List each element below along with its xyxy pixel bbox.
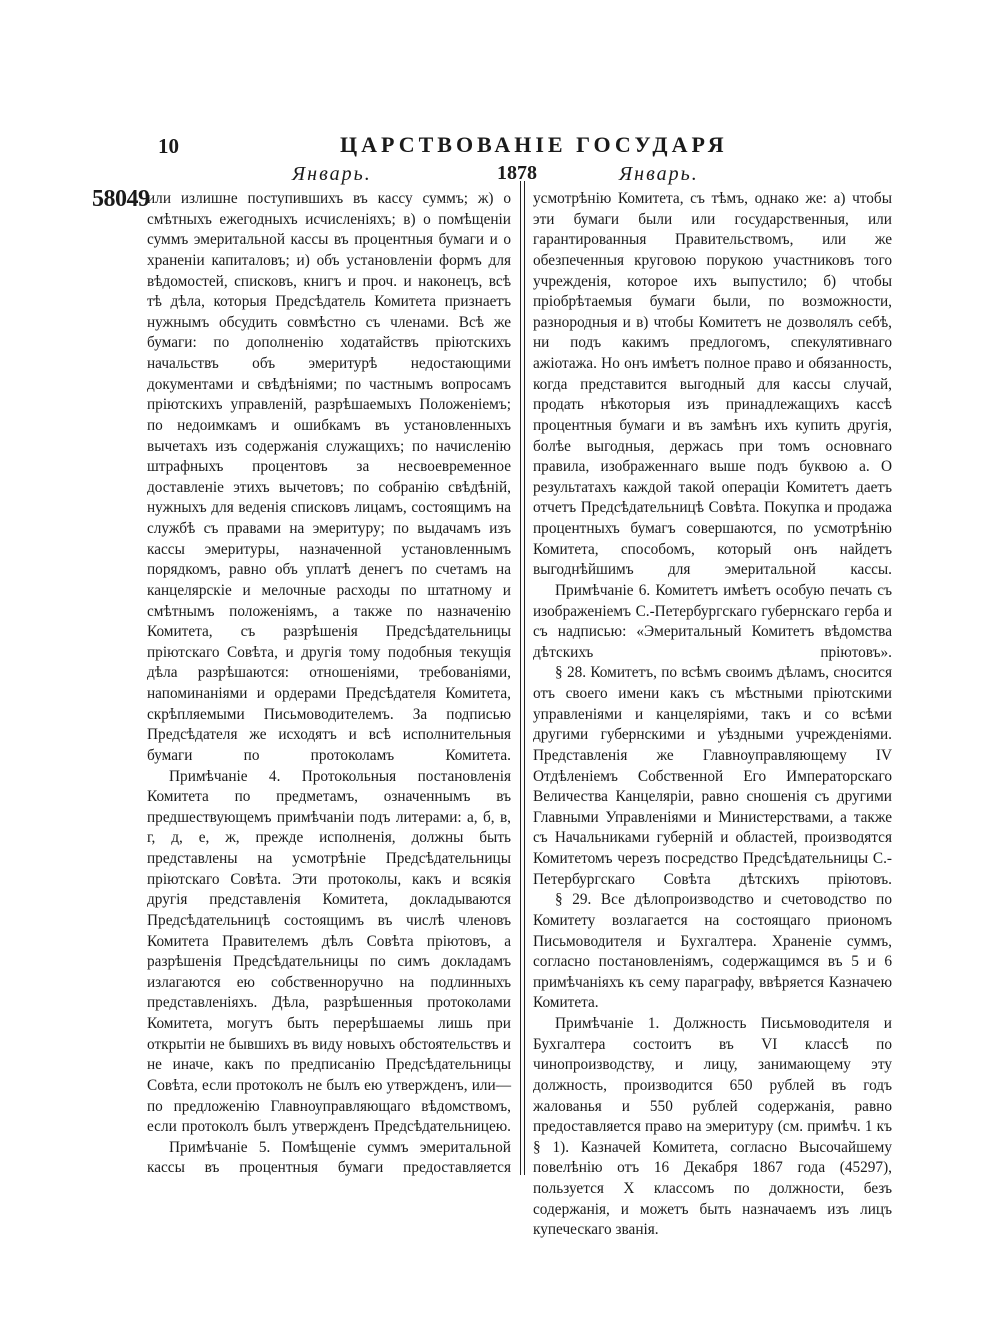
page-number: 10	[158, 134, 179, 158]
left-note-5: Примѣчаніе 5. Помѣщеніе суммъ эмеритальной кассы въ процентныя бумаги предоставляется	[147, 1138, 511, 1177]
column-divider	[520, 181, 525, 1175]
running-title: ЦАРСТВОВАНІЕ ГОСУДАРЯ	[340, 132, 728, 157]
right-paragraph-1: усмотрѣнію Комитета, съ тѣмъ, однако же: а) чтобы эти бумаги были или государственныя, или гарантированныя Правительствомъ, или же обезпеченныя круговою порукою участниковъ того учрежденія, которое ихъ выпустило; б) чтобы пріобрѣтаемыя бумаги были, по возможности, разнородныя и в) чтобы Комитетъ не дозволялъ себѣ, ни подъ какимъ предлогомъ, спекулятивнаго ажіотажа. Но онъ имѣетъ полное право и обязанность, когда представится выгодный для кассы случай, продать нѣкоторыя изъ принадлежащихъ кассѣ процентныя бумаги и въ замѣнъ ихъ купить другія, болѣе выгодныя, держась при томъ основнаго правила, изображеннаго выше подъ буквою а. О результатахъ каждой такой операціи Комитетъ даетъ отчетъ Предсѣдательницѣ Совѣта. Покупка и продажа процентныхъ бумагъ совершаются, по усмотрѣнію Комитета, способомъ, который онъ найдетъ выгоднѣйшимъ для эмеритальной кассы.	[533, 190, 892, 579]
section-28: § 28. Комитетъ, по всѣмъ своимъ дѣламъ, сносится отъ своего имени какъ съ мѣстными пріютскими управленіями и канцеляріями, такъ и со всѣми другими губернскими и уѣздными учрежденіями. Представленія же Главноуправляющему IV Отдѣленіемъ Собственной Его Императорскаго Величества Канцеляріи, равно сношенія съ другими Главными Управленіями и Министерствами, а также съ Начальниками губерній и областей, производятся Комитетомъ черезъ посредство Предсѣдательницы С.-Петербургскаго Совѣта дѣтскихъ пріютовъ.	[533, 664, 892, 888]
right-note-1: Примѣчаніе 1. Должность Письмоводителя и Бухгалтера состоитъ въ VI классѣ по чинопроизводству, и лицу, занимающему эту должность, производится 650 рублей въ годъ жалованья и 550 рублей содержанія, равно предоставляется право на эмеритуру (см. примѣч. 1 къ § 1). Казначей Комитета, согласно Высочайшему повелѣнію отъ 16 Декабря 1867 года (45297), пользуется X классомъ по должности, безъ содержанія, и можетъ быть назначаемъ изъ лицъ купеческаго званія.	[533, 1015, 892, 1239]
right-column	[533, 189, 892, 1241]
month-right: Январь.	[619, 163, 699, 185]
left-column	[147, 189, 511, 1179]
month-left: Январь.	[292, 163, 372, 185]
left-note-4: Примѣчаніе 4. Протокольныя постановленія Комитета по предметамъ, означеннымъ въ предшествующемъ примѣчаніи подъ литерами: а, б, в, г, д, е, ж, прежде исполненія, должны быть представлены на усмотрѣніе Предсѣдательницы пріютскаго Совѣта. Эти протоколы, какъ и всякія другія представленія Комитета, докладываются Предсѣдательницѣ состоящимъ въ числѣ членовъ Комитета Правителемъ дѣлъ Совѣта пріютовъ, а разрѣшенія Предсѣдательницы по симъ докладамъ излагаются ею собственноручно на подлинныхъ представленіяхъ. Дѣла, разрѣшенныя протоколами Комитета, могутъ быть перерѣшаемы лишь при открытіи не бывшихъ въ виду новыхъ обстоятельствъ и не иначе, какъ по предписанію Предсѣдательницы Совѣта, если протоколъ не былъ ею утвержденъ, или— по предложенію Главноуправляющаго вѣдомствомъ, если протоколъ былъ утвержденъ Предсѣдательницею.	[147, 767, 511, 1136]
year: 1878	[497, 162, 537, 184]
right-note-6: Примѣчаніе 6. Комитетъ имѣетъ особую печать съ изображеніемъ С.-Петербургскаго губернскаго герба и съ надписью: «Эмеритальный Комитетъ вѣдомства дѣтскихъ пріютовъ».	[533, 581, 892, 661]
left-paragraph-1: или излишне поступившихъ въ кассу суммъ; ж) о смѣтныхъ ежегодныхъ исчисленіяхъ; в) о помѣщеніи суммъ эмеритальной кассы въ процентныя бумаги и о храненіи капиталовъ; и) объ установленіи формъ для вѣдомостей, списковъ, книгъ и проч. и наконецъ, всѣ тѣ дѣла, которыя Предсѣдатель Комитета признаетъ нужнымъ обсудить совмѣстно съ членами. Всѣ же бумаги: по дополненію ходатайствъ пріютскихъ начальствъ объ эмеритурѣ недостающими документами и свѣдѣніями; по частнымъ вопросамъ пріютскихъ управленій, разрѣшаемыхъ Положеніемъ; по недоимкамъ и ошибкамъ въ установленныхъ вычетахъ изъ содержанія служащихъ; по начисленію штрафныхъ процентовъ за несвоевременное доставленіе этихъ вычетовъ; по собранію свѣдѣній, нужныхъ для веденія списковъ лицамъ, состоящимъ на службѣ съ правами на эмеритуру; по выдачамъ изъ кассы эмеритуры, назначенной установленнымъ порядкомъ, равно объ уплатѣ денегъ по счетамъ на канцелярскіе и мелочные расходы по штатному и смѣтнымъ положеніямъ, а также по назначенію Комитета, съ разрѣшенія Предсѣдательницы пріютскаго Совѣта, и другія тому подобныя текущія дѣла разрѣшаются: отношеніями, требованіями, напоминаніями и ордерами Предсѣдателя Комитета, скрѣпляемыми Письмоводителемъ. За подписью Предсѣдателя же исходятъ и всѣ исполнительныя бумаги по протоколамъ Комитета.	[147, 190, 511, 764]
law-number: 58049	[92, 186, 150, 212]
section-29: § 29. Все дѣлопроизводство и счетоводство по Комитету возлагается на состоящаго приономъ Письмоводителя и Бухгалтера. Храненіе суммъ, согласно постановленіямъ, содержащимся въ 5 и 6 примѣчаніяхъ къ сему параграфу, ввѣряется Казначею Комитета.	[533, 891, 892, 1012]
